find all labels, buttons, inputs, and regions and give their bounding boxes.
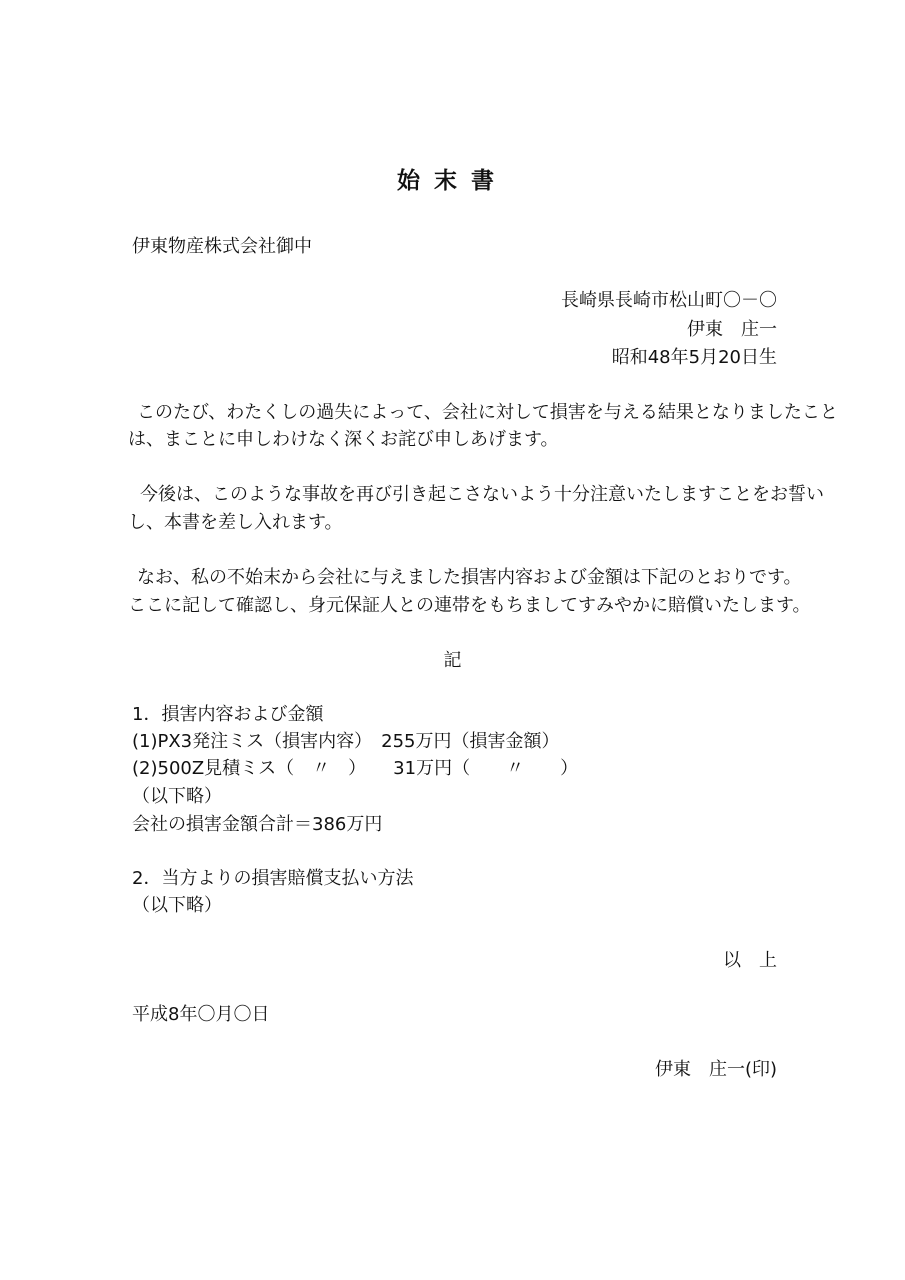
sender-address: 長崎県長崎市松山町〇－〇 (561, 290, 777, 311)
section-1-omitted: （以下略） (132, 786, 222, 807)
closing-ijou: 以 上 (723, 950, 777, 971)
paragraph-2-line-2: し、本書を差し入れます。 (128, 512, 343, 533)
paragraph-3-line-2: ここに記して確認し、身元保証人との連帯をもちましてすみやかに賠償いたします。 (128, 595, 811, 616)
sender-name: 伊東 庄一 (687, 319, 777, 340)
section-1-heading: 1．損害内容および金額 (132, 704, 324, 725)
paragraph-3-line-1: なお、私の不始末から会社に与えました損害内容および金額は下記のとおりです。 (137, 567, 802, 588)
sender-birth: 昭和48年5月20日生 (611, 347, 777, 368)
damage-item-1: (1)PX3発注ミス（損害内容） 255万円（損害金額） (132, 731, 560, 752)
damage-item-2: (2)500Z見積ミス（ 〃 ） 31万円（ 〃 ） (132, 758, 579, 779)
section-2-heading: 2．当方よりの損害賠償支払い方法 (132, 868, 414, 889)
paragraph-1-line-2: は、まことに申しわけなく深くお詫び申しあげます。 (128, 429, 559, 450)
addressee: 伊東物産株式会社御中 (132, 236, 312, 257)
document-title: 始末書 (397, 168, 508, 194)
paragraph-2-line-1: 今後は、このような事故を再び引き起こさないよう十分注意いたしますことをお誓い (140, 484, 824, 505)
section-2-omitted: （以下略） (132, 895, 222, 916)
damage-total: 会社の損害金額合計＝386万円 (132, 814, 383, 835)
ki-heading: 記 (443, 650, 462, 671)
document-date: 平成8年〇月〇日 (132, 1004, 270, 1025)
signature: 伊東 庄一(印) (654, 1059, 777, 1080)
paragraph-1-line-1: このたび、わたくしの過失によって、会社に対して損害を与える結果となりましたこと (137, 402, 838, 423)
